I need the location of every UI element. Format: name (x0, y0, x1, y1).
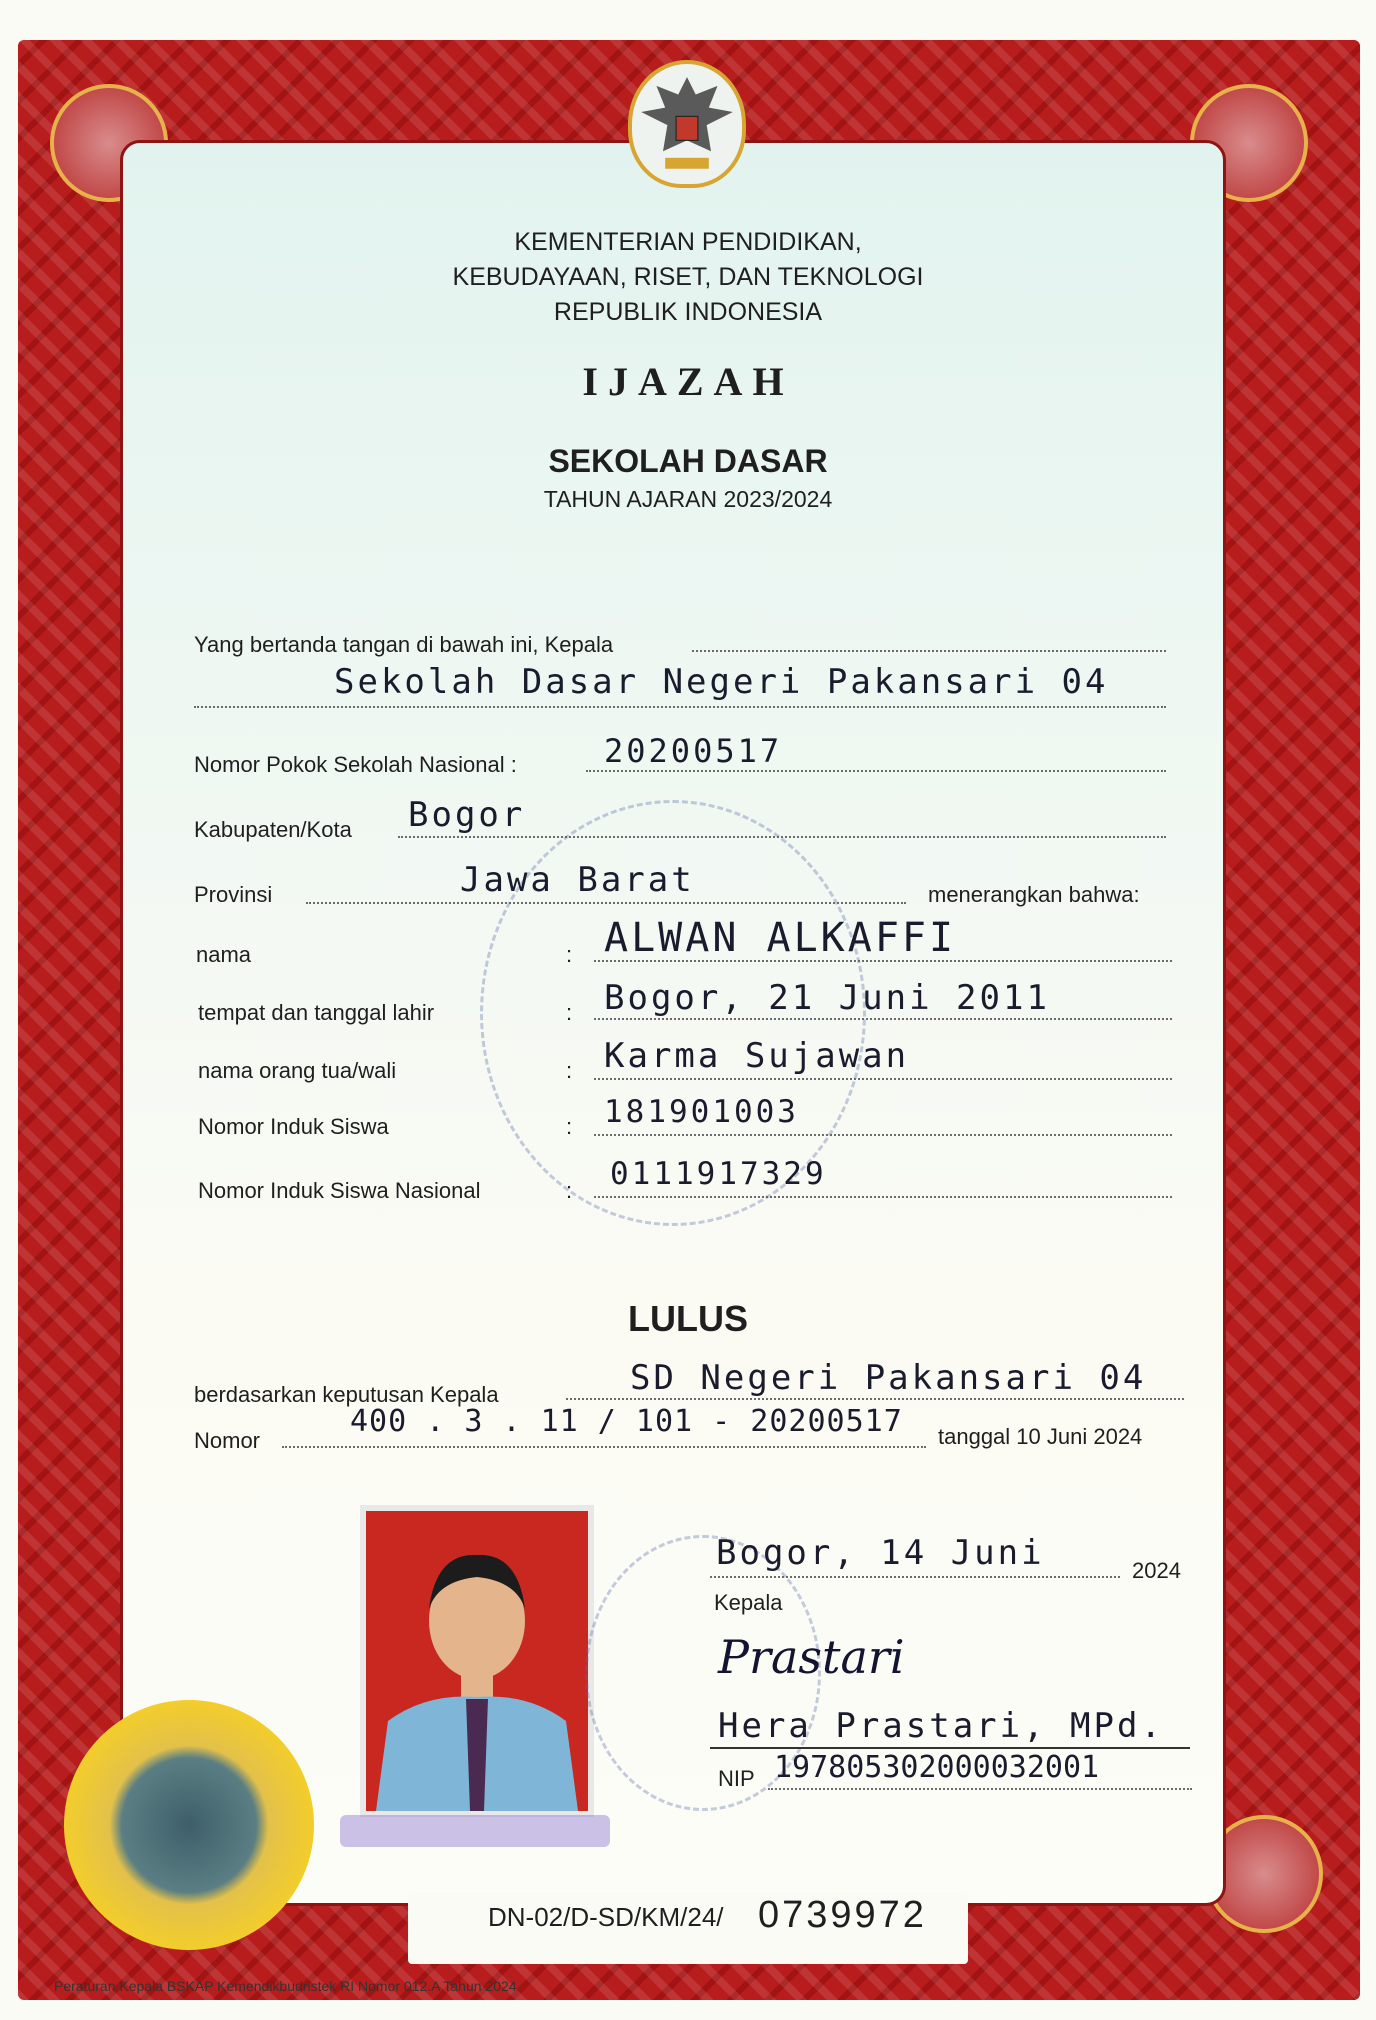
regulation-note: Peraturan Kepala BSKAP Kemendikbudristek RI Nomor 012.A Tahun 2024 (54, 1978, 517, 1994)
provinsi-label: Provinsi (194, 882, 273, 907)
nomor-label: Nomor (194, 1428, 261, 1453)
photo-blur-label (340, 1815, 610, 1847)
decision-date: tanggal 10 Juni 2024 (938, 1424, 1143, 1449)
nip-value: 197805302000032001 (774, 1750, 1100, 1785)
provinsi-line (306, 902, 906, 904)
school-level: SEKOLAH DASAR (548, 443, 828, 479)
document-title: IJAZAH (582, 359, 794, 404)
nis-value: 181901003 (604, 1094, 799, 1130)
nomor-value: 400 . 3 . 11 / 101 - 20200517 (350, 1404, 903, 1439)
ortu-label: nama orang tua/wali (198, 1058, 397, 1083)
handwritten-signature: Prastari (718, 1630, 905, 1684)
ttl-line (594, 1018, 1172, 1020)
npsn-value: 20200517 (604, 732, 783, 770)
garuda-emblem-icon (628, 60, 746, 188)
nama-colon: : (566, 942, 573, 967)
gold-seal (64, 1700, 314, 1950)
school-name-value: Sekolah Dasar Negeri Pakansari 04 (334, 662, 1109, 702)
nis-label: Nomor Induk Siswa (198, 1114, 389, 1139)
intro-dotted-line (692, 650, 1166, 652)
basis-school-value: SD Negeri Pakansari 04 (630, 1358, 1147, 1398)
nisn-value: 0111917329 (610, 1156, 827, 1192)
nis-line (594, 1134, 1172, 1136)
nip-label: NIP (718, 1766, 755, 1791)
kabupaten-line (398, 836, 1166, 838)
ttl-colon: : (566, 1000, 573, 1025)
ttl-label: tempat dan tanggal lahir (198, 1000, 435, 1025)
kabupaten-value: Bogor (408, 795, 526, 835)
ministry-line-1: KEMENTERIAN PENDIDIKAN, (514, 228, 862, 256)
ortu-value: Karma Sujawan (604, 1036, 910, 1076)
nama-line (594, 960, 1172, 962)
signature-year: 2024 (1132, 1558, 1181, 1583)
signature-date-line (710, 1576, 1120, 1578)
student-photo (360, 1505, 594, 1817)
nisn-label: Nomor Induk Siswa Nasional (198, 1178, 481, 1203)
signature-role: Kepala (714, 1590, 783, 1615)
provinsi-value: Jawa Barat (460, 860, 695, 900)
school-name-line (194, 706, 1166, 708)
signature-place-date: Bogor, 14 Juni (716, 1533, 1045, 1573)
academic-year: TAHUN AJARAN 2023/2024 (543, 486, 833, 512)
basis-label: berdasarkan keputusan Kepala (194, 1382, 499, 1407)
serial-number: 0739972 (758, 1894, 927, 1936)
nisn-colon: : (566, 1178, 573, 1203)
result-status: LULUS (628, 1298, 748, 1339)
signatory-name-line (710, 1747, 1190, 1749)
ministry-line-3: REPUBLIK INDONESIA (553, 298, 823, 326)
nisn-line (594, 1196, 1172, 1198)
nip-line (768, 1788, 1192, 1790)
kabupaten-label: Kabupaten/Kota (194, 817, 352, 842)
ministry-line-2: KEBUDAYAAN, RISET, DAN TEKNOLOGI (452, 263, 924, 291)
signatory-name: Hera Prastari, MPd. (718, 1706, 1164, 1746)
ortu-colon: : (566, 1058, 573, 1083)
nama-label: nama (196, 942, 252, 967)
intro-label: Yang bertanda tangan di bawah ini, Kepala (194, 632, 614, 657)
ortu-line (594, 1078, 1172, 1080)
nomor-line (282, 1446, 926, 1448)
basis-line (566, 1398, 1184, 1400)
npsn-label: Nomor Pokok Sekolah Nasional : (194, 752, 517, 777)
npsn-line (586, 770, 1166, 772)
statement-label: menerangkan bahwa: (928, 882, 1140, 907)
nis-colon: : (566, 1114, 573, 1139)
serial-code: DN-02/D-SD/KM/24/ (488, 1902, 724, 1932)
nama-value: ALWAN ALKAFFI (604, 915, 957, 961)
ttl-value: Bogor, 21 Juni 2011 (604, 978, 1050, 1018)
